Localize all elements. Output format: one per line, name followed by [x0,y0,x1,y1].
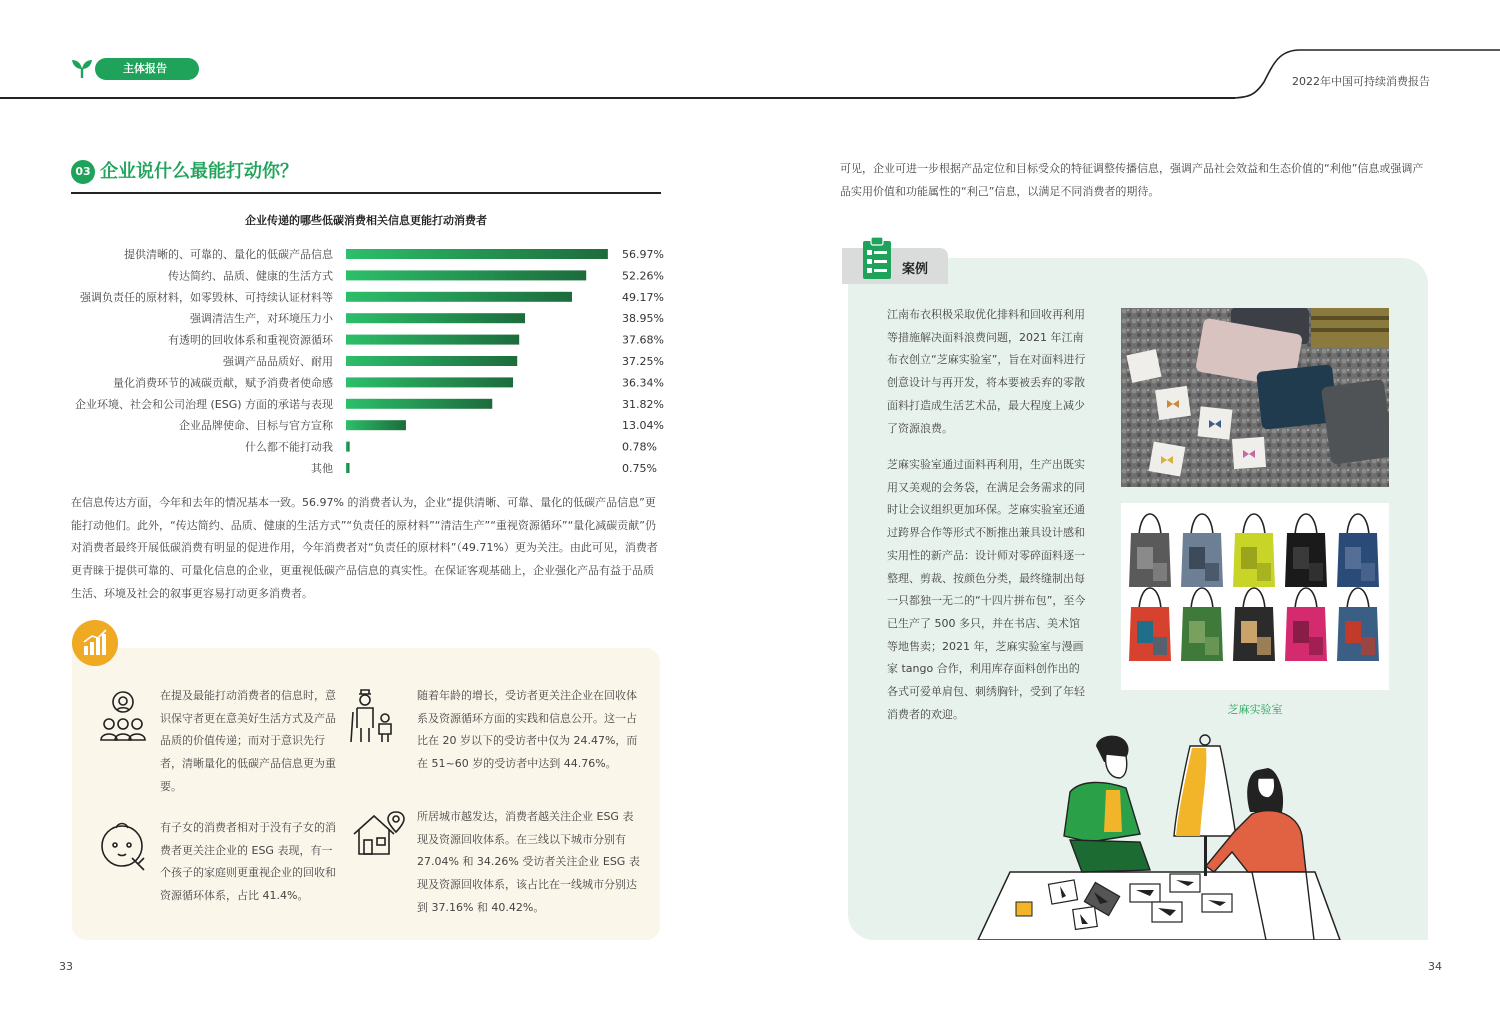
people-group-icon [98,688,148,746]
bar-value-label: 38.95% [622,312,664,326]
bar [346,292,572,302]
bar-category-label: 提供清晰的、可靠的、量化的低碳产品信息 [124,248,333,261]
bar-category-label: 企业品牌使命、目标与官方宣称 [179,419,333,433]
case-tab [842,248,948,284]
elder-child-icon [347,688,395,744]
section-title: 企业说什么最能打动你？ [100,161,298,182]
insight-text-1: 在提及最能打动消费者的信息时，意识保守者更在意美好生活方式及产品品质的价值传递；而对于意识先行者，清晰量化的低碳产品信息更为重要。 [160,689,336,793]
tote-bag [1129,588,1171,661]
body-paragraph: 在信息传达方面，今年和去年的情况基本一致。56.97% 的消费者认为，企业“提供清晰、可靠、量化的低碳产品信息”更能打动他们。此外，“传达简约、品质、健康的生活方式”“负责任的原材料”“清洁生产”“重视资源循环”“量化减碳贡献”仍对消费者最终开展低碳消费有明显的促进作用，今年消费者对“负责任的原材料”（49.71%）更为关注。由此可见，消费者更青睐于提供可靠的、可量化信息的企业，更重视低碳产品信息的真实性。在保证客观基础上，企业强化产品有益于品质生活、环境及社会的叙事更容易打动更多消费者。 [71,496,658,600]
bar-category-label: 什么都不能打动我 [245,440,333,454]
clipboard-icon [862,236,892,280]
bar-category-label: 量化消费环节的减碳贡献，赋予消费者使命感 [113,376,333,390]
bar [346,270,586,280]
bar-category-label: 强调负责任的原材料，如零毁林、可持续认证材料等 [80,290,333,304]
bar-category-label: 其他 [311,462,333,475]
tote-bag [1337,588,1379,661]
heading-rule [71,192,661,194]
bar-value-label: 37.25% [622,355,664,368]
bar-value-label: 52.26% [622,269,664,283]
bar-value-label: 36.34% [622,376,664,390]
page-number-right: 34 [1428,960,1442,973]
bar-category-label: 强调清洁生产，对环境压力小 [190,312,333,326]
bar-category-label: 企业环境、社会和公司治理 (ESG) 方面的承诺与表现 [74,397,333,411]
designers-illustration [970,732,1350,940]
bar-category-label: 强调产品品质好、耐用 [223,355,333,368]
fabric-products-photo [1121,308,1389,487]
bar-value-label: 31.82% [622,397,664,411]
bar-chart [60,240,680,480]
chart-title: 企业传递的哪些低碳消费相关信息更能打动消费者 [245,214,487,227]
bar-value-label: 13.04% [622,419,664,433]
tote-bag [1285,514,1327,587]
case-text-2: 芝麻实验室通过面料再利用，生产出既实用又美观的会务袋，在满足会务需求的同时让会议组织更加环保。芝麻实验室还通过跨界合作等形式不断推出兼具设计感和实用性的新产品：设计师对零碎面料逐一整理、剪裁、按颜色分类，最终缝制出每一只都独一无二的“十四片拼布包”，至今已生产了 500 多只，并在书店、美术馆等地售卖；2021 年，芝麻实验室与漫画家 tango 合作，利用库存面料创作出的各式可爱单肩包、刺绣胸针，受到了年轻消费者的欢迎。 [887,458,1086,721]
tote-bag [1285,588,1327,661]
bar [346,377,513,387]
section-number-badge: 03 [71,160,95,184]
tote-bag [1233,588,1275,661]
case-label: 案例 [902,262,929,277]
bar-value-label: 37.68% [622,333,664,347]
bar [346,399,492,409]
bar [346,313,525,323]
tote-bag [1181,588,1223,661]
tote-bag [1181,514,1223,587]
sprout-logo-icon [71,58,93,80]
house-location-icon [350,808,408,858]
baby-icon [98,818,150,874]
bar-value-label: 49.17% [622,290,664,304]
bar-category-label: 传达简约、品质、健康的生活方式 [168,269,333,283]
intro-paragraph: 可见，企业可进一步根据产品定位和目标受众的特征调整传播信息，强调产品社会效益和生态价值的“利他”信息或强调产品实用价值和功能属性的“利己”信息，以满足不同消费者的期待。 [840,162,1424,198]
bar [346,463,349,473]
insight-text-2: 随着年龄的增长，受访者更关注企业在回收体系及资源循环方面的实践和信息公开。这一占比在 20 岁以下的受访者中仅为 24.47%，而在 51~60 岁的受访者中达到 44.76%。 [417,689,638,771]
bar [346,356,517,366]
tote-bags-photo [1121,503,1389,690]
tote-bag [1233,514,1275,587]
photo-caption: 芝麻实验室 [1227,703,1283,716]
tote-bag [1337,514,1379,587]
insight-text-4: 所居城市越发达，消费者越关注企业 ESG 表现及资源回收体系。在三线以下城市分别有 27.04% 和 34.26% 受访者关注企业 ESG 表现及资源回收体系，该占比在一线城市分别达到 37.16% 和 40.42%。 [417,810,640,914]
bar [346,442,350,452]
bar-value-label: 0.75% [622,462,657,475]
tote-bag [1129,514,1171,587]
bar [346,420,406,430]
bar-value-label: 56.97% [622,248,664,261]
section-label: 主体报告 [95,58,199,80]
report-title: 2022年中国可持续消费报告 [1292,75,1430,88]
bar-chart-icon [72,620,118,666]
page-number-left: 33 [59,960,73,973]
insight-text-3: 有子女的消费者相对于没有子女的消费者更关注企业的 ESG 表现，有一个孩子的家庭则更重视企业的回收和资源循环体系，占比 41.4%。 [160,821,336,903]
header-rule [0,97,1235,99]
bar-category-label: 有透明的回收体系和重视资源循环 [168,333,333,347]
bar [346,249,608,259]
bar-value-label: 0.78% [622,440,657,454]
bar [346,335,519,345]
case-text-1: 江南布衣积极采取优化排料和回收再利用等措施解决面料浪费问题，2021 年江南布衣创立“芝麻实验室”，旨在对面料进行创意设计与再开发，将本要被丢弃的零散面料打造成生活艺术品，最大程度上减少了资源浪费。 [887,308,1086,435]
